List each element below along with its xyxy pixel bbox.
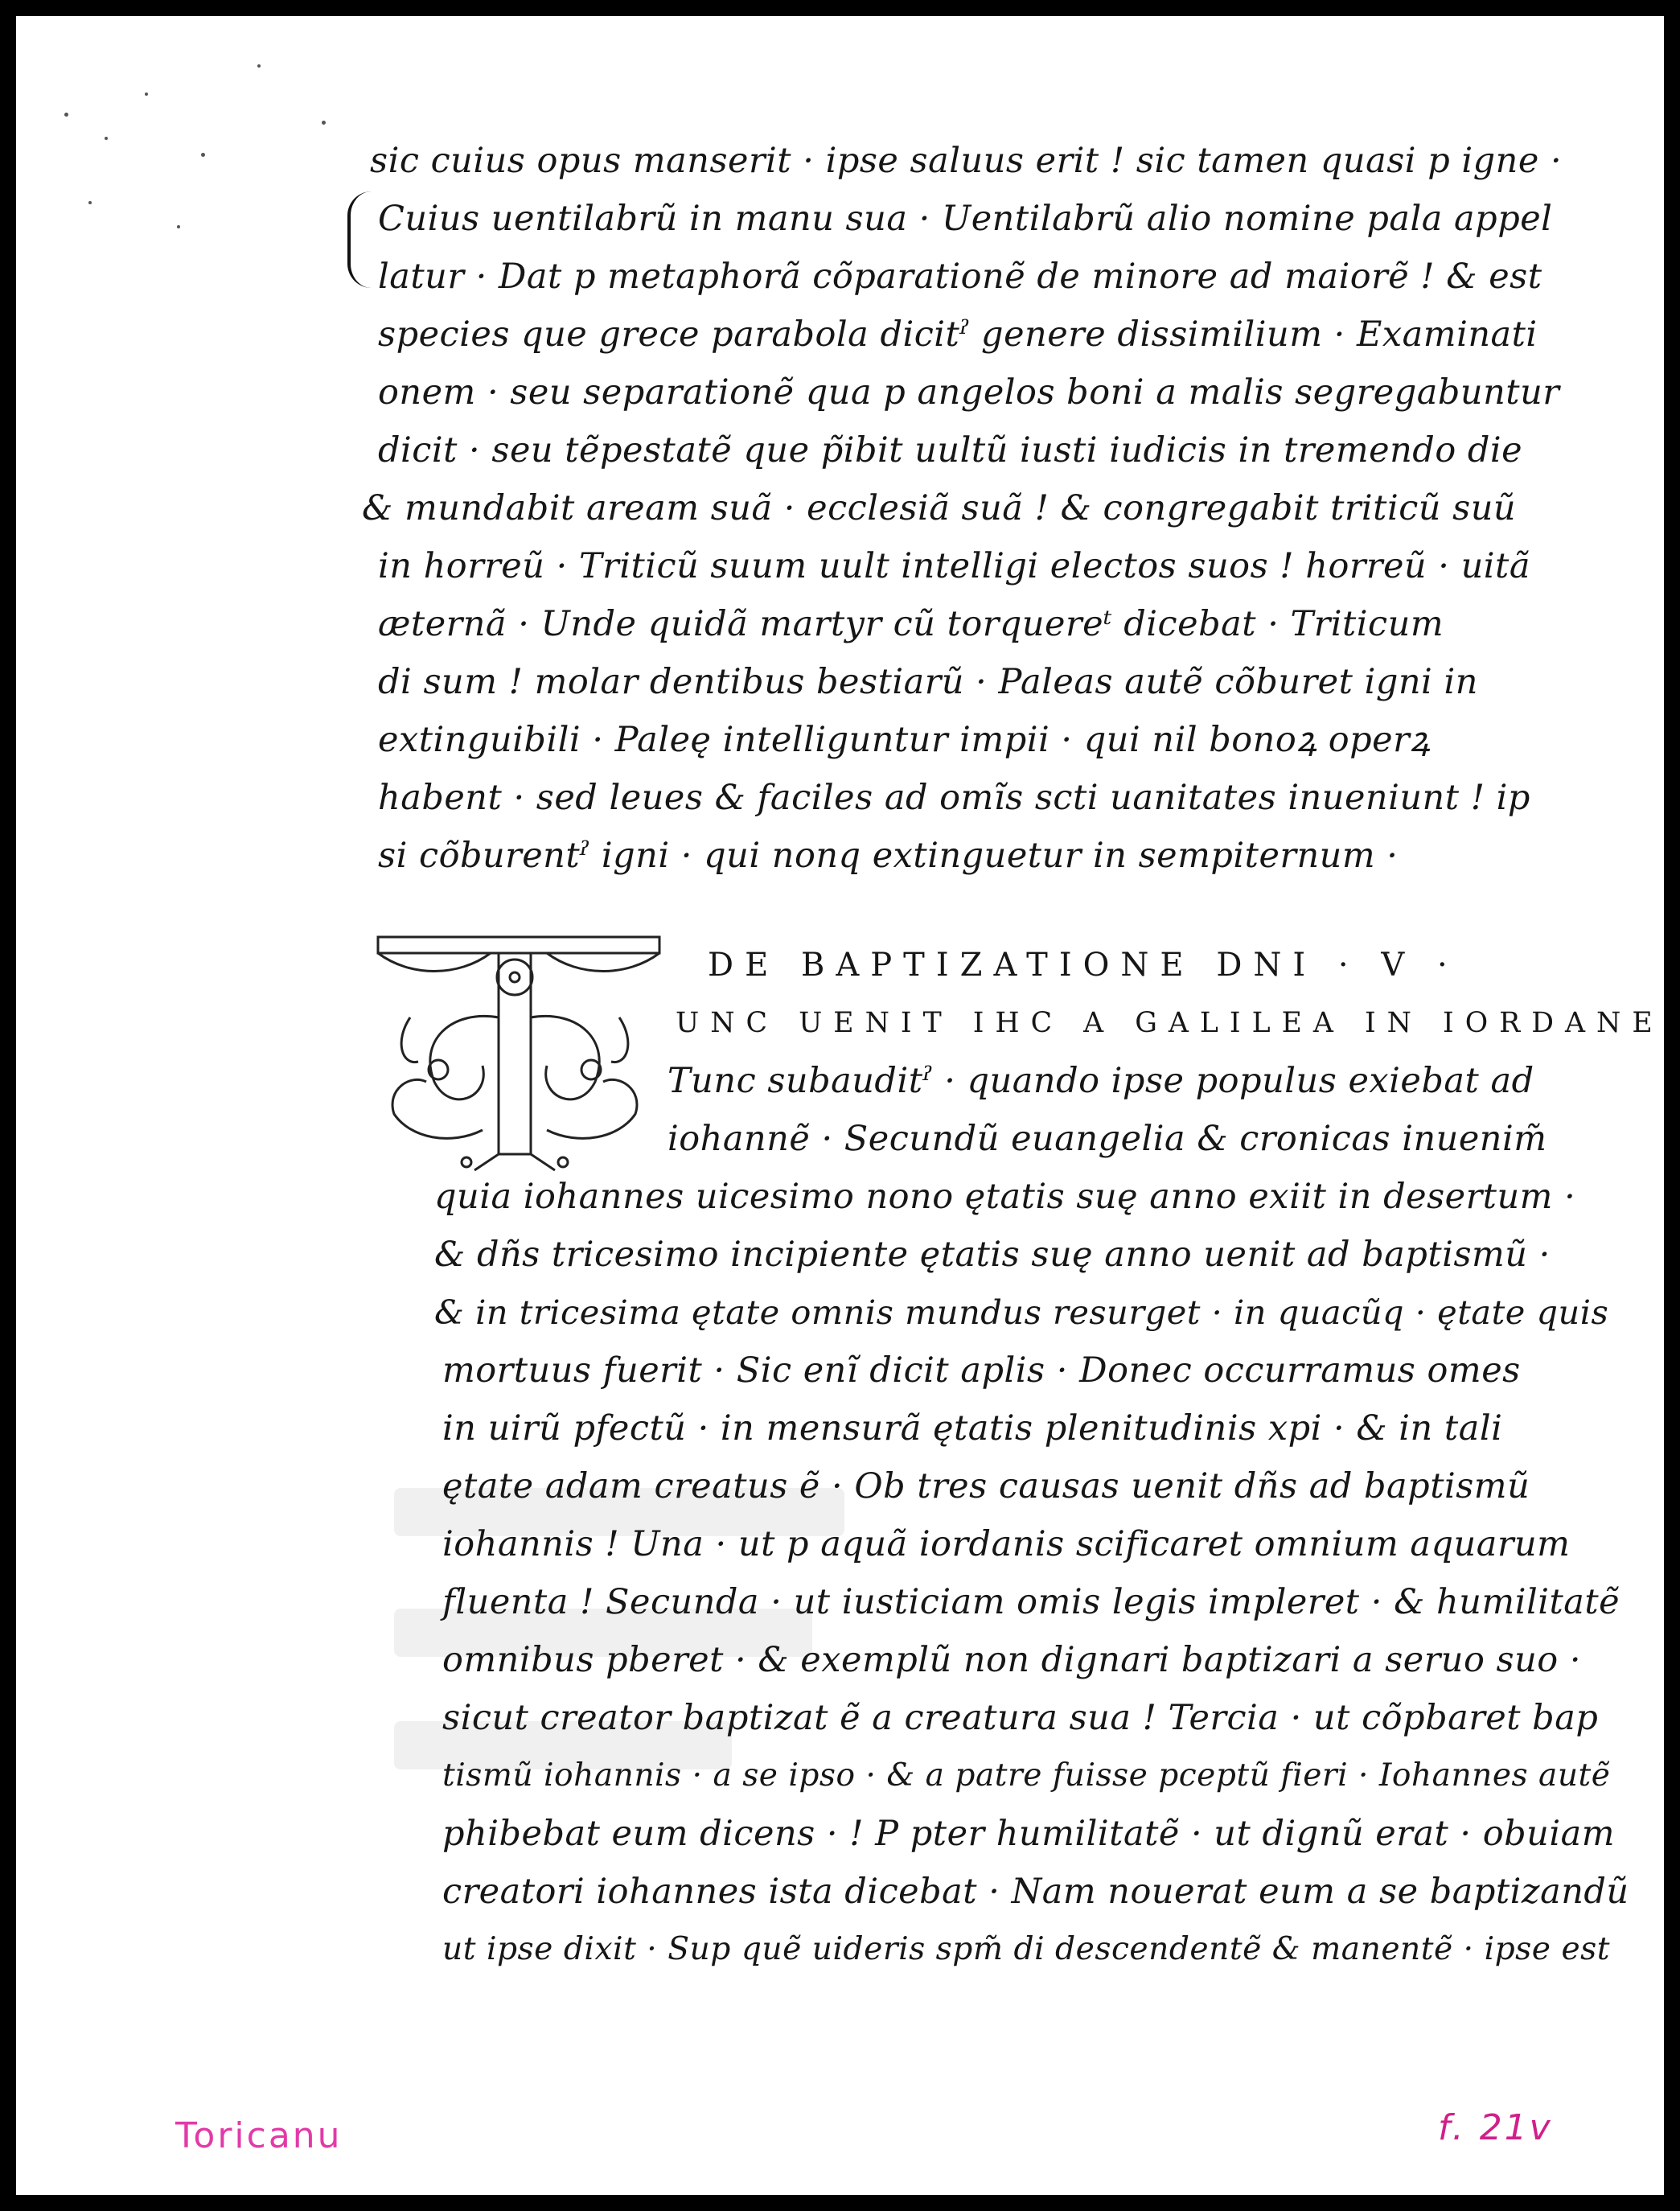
text-line: iohannẽ · Secundũ euangelia & cronicas inuenim̃ xyxy=(667,1119,1547,1159)
text-line: Cuius uentilabrũ in manu sua · Uentilabrũ alio nomine pala appel xyxy=(378,199,1553,239)
text-line: latur · Dat p metaphorã cõparationẽ de minore ad maiorẽ ! & est xyxy=(378,257,1542,297)
text-line: mortuus fuerit · Sic enĩ dicit aplis · Donec occurramus omes xyxy=(442,1350,1521,1391)
decorated-initial xyxy=(362,921,676,1178)
text-line: in horreũ · Triticũ suum uult intelligi electos suos ! horreũ · uitã xyxy=(378,546,1530,586)
text-line: phibebat eum dicens · ! P pter humilitatẽ · ut dignũ erat · obuiam xyxy=(442,1814,1616,1854)
text-line: æternã · Unde quidã martyr cũ torquereᵗ dicebat · Triticum xyxy=(378,604,1444,644)
ink-speck xyxy=(64,113,68,117)
text-line: sic cuius opus manserit · ipse saluus erit ! sic tamen quasi p igne · xyxy=(370,141,1563,181)
text-line: ętate adam creatus ẽ · Ob tres causas uenit dñs ad baptismũ xyxy=(442,1466,1530,1506)
text-line: tismũ iohannis · a se ipso · & a patre fuisse pceptũ fieri · Iohannes autẽ xyxy=(442,1757,1611,1794)
text-line: & in tricesima ętate omnis mundus resurget · in quacũq · ętate quis xyxy=(434,1293,1609,1332)
ink-speck xyxy=(105,137,108,140)
ink-speck xyxy=(257,64,261,68)
text-line: species que grece parabola dicitˀ genere dissimilium · Examinati xyxy=(378,314,1538,355)
text-line: si cõburentˀ igni · qui nonq extinguetur in sempiternum · xyxy=(378,836,1399,876)
text-line: extinguibili · Paleę intelliguntur impii · qui nil bonoꝝ operꝝ xyxy=(378,720,1431,760)
ink-speck xyxy=(145,92,148,96)
text-line: dicit · seu tẽpestatẽ que p̃ibit uultũ iusti iudicis in tremendo die xyxy=(378,430,1523,471)
text-line: & dñs tricesimo incipiente ętatis suę anno uenit ad baptismũ · xyxy=(434,1235,1551,1275)
text-line: onem · seu separationẽ qua p angelos boni a malis segregabuntur xyxy=(378,372,1560,413)
rubric-heading: DE BAPTIZATIONE DNI · V · xyxy=(708,947,1459,984)
text-line: quia iohannes uicesimo nono ętatis suę anno exiit in desertum · xyxy=(434,1177,1576,1217)
text-line: in uirũ pfectũ · in mensurã ętatis plenitudinis xpi · & in tali xyxy=(442,1408,1503,1449)
ink-speck xyxy=(201,153,205,157)
text-line: iohannis ! Una · ut p aquã iordanis scificaret omnium aquarum xyxy=(442,1524,1571,1564)
folio-number: f. 21v xyxy=(1438,2107,1553,2148)
text-line: & mundabit aream suã · ecclesiã suã ! & congregabit triticũ suũ xyxy=(362,488,1517,528)
ink-speck xyxy=(322,121,326,125)
text-line: Tunc subauditˀ · quando ipse populus exiebat ad xyxy=(667,1061,1534,1101)
text-line: di sum ! molar dentibus bestiarũ · Paleas autẽ cõburet igni in xyxy=(378,662,1478,702)
margin-note-left: Toricanu xyxy=(175,2115,343,2156)
ink-speck xyxy=(177,225,180,228)
text-line: ut ipse dixit · Sup quẽ uideris spm̃ di descendentẽ & manentẽ · ipse est xyxy=(442,1931,1610,1967)
text-line: sicut creator baptizat ẽ a creatura sua ! Tercia · ut cõpbaret bap xyxy=(442,1698,1599,1738)
ink-speck xyxy=(88,201,92,204)
rubric-incipit: UNC UENIT IHC A GALILEA IN IORDANE xyxy=(676,1007,1664,1039)
text-line: creatori iohannes ista dicebat · Nam nouerat eum a se baptizandũ xyxy=(442,1872,1629,1912)
text-line: fluenta ! Secunda · ut iusticiam omis legis impleret · & humilitatẽ xyxy=(442,1582,1620,1622)
text-line: omnibus pberet · & exemplũ non dignari baptizari a seruo suo · xyxy=(442,1640,1582,1680)
text-line: habent · sed leues & faciles ad omĩs scti uanitates inueniunt ! ip xyxy=(378,778,1530,818)
